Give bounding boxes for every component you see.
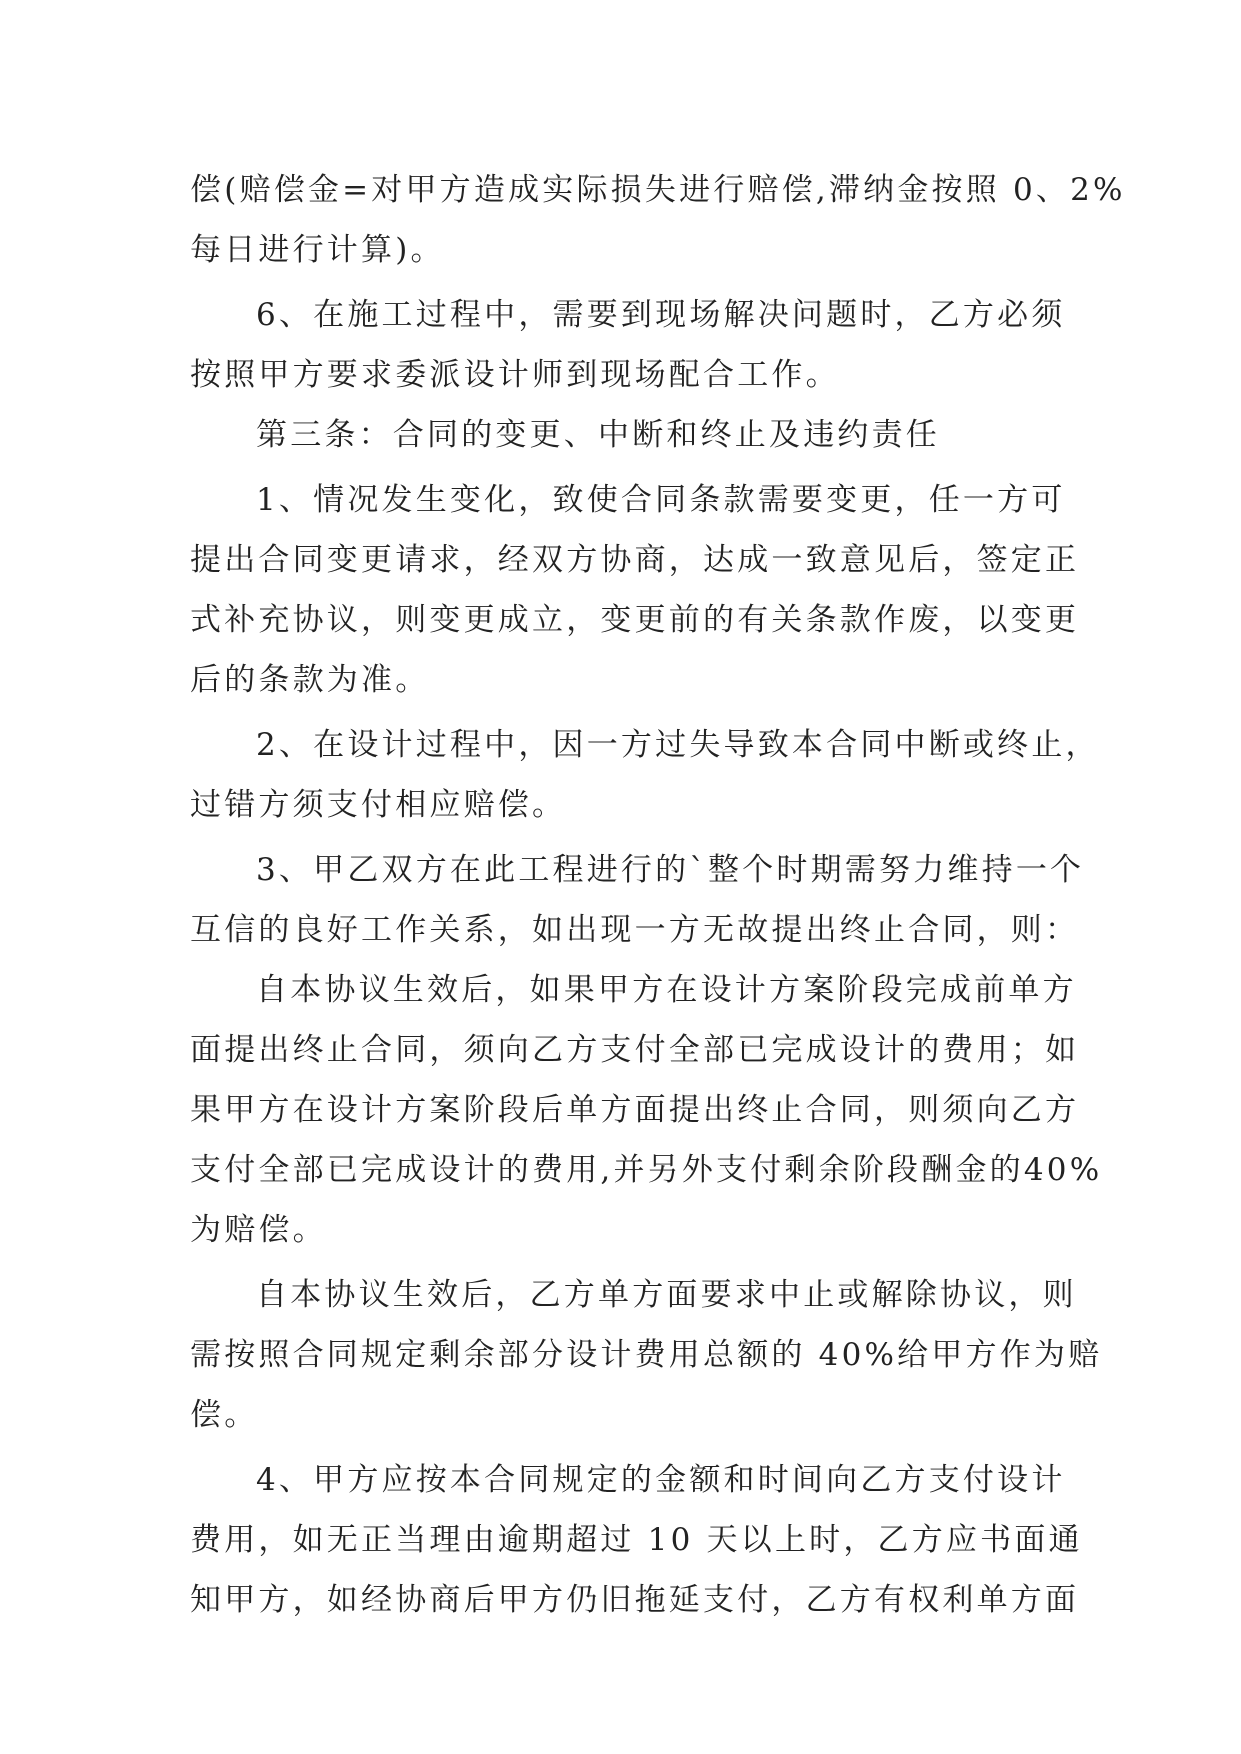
text-line: 面提出终止合同，须向乙方支付全部已完成设计的费用；如 (190, 1032, 1080, 1068)
text-line: 偿。 (190, 1397, 259, 1433)
text-line: 互信的良好工作关系，如出现一方无故提出终止合同，则： (190, 912, 1080, 948)
text-line: 过错方须支付相应赔偿。 (190, 787, 567, 823)
text-line: 需按照合同规定剩余部分设计费用总额的 40%给甲方作为赔 (190, 1337, 1103, 1373)
text-line: 式补充协议，则变更成立，变更前的有关条款作废，以变更 (190, 602, 1080, 638)
text-line: 提出合同变更请求，经双方协商，达成一致意见后，签定正 (190, 542, 1080, 578)
paragraph-start-line: 6、在施工过程中，需要到现场解决问题时，乙方必须 (256, 297, 1066, 333)
text-line: 偿(赔偿金=对甲方造成实际损失进行赔偿,滞纳金按照 0、2% (190, 172, 1126, 208)
paragraph-start-line: 1、情况发生变化，致使合同条款需要变更，任一方可 (256, 482, 1066, 518)
text-line: 知甲方，如经协商后甲方仍旧拖延支付，乙方有权利单方面 (190, 1582, 1080, 1618)
text-line: 果甲方在设计方案阶段后单方面提出终止合同，则须向乙方 (190, 1092, 1080, 1128)
text-line: 支付全部已完成设计的费用,并另外支付剩余阶段酬金的40% (190, 1152, 1103, 1188)
text-line: 按照甲方要求委派设计师到现场配合工作。 (190, 357, 840, 393)
text-line: 费用，如无正当理由逾期超过 10 天以上时，乙方应书面通 (190, 1522, 1083, 1558)
section-heading: 第三条：合同的变更、中断和终止及违约责任 (256, 417, 940, 453)
text-line: 为赔偿。 (190, 1212, 327, 1248)
text-line: 后的条款为准。 (190, 662, 430, 698)
paragraph-start-line: 3、甲乙双方在此工程进行的`整个时期需努力维持一个 (256, 852, 1085, 888)
paragraph-start-line: 2、在设计过程中，因一方过失导致本合同中断或终止， (256, 727, 1100, 763)
document-body (190, 160, 1126, 1630)
paragraph-start-line: 4、甲方应按本合同规定的金额和时间向乙方支付设计 (256, 1462, 1066, 1498)
text-line: 每日进行计算)。 (190, 232, 445, 268)
paragraph-start-line: 自本协议生效后，乙方单方面要求中止或解除协议，则 (256, 1277, 1077, 1313)
paragraph-start-line: 自本协议生效后，如果甲方在设计方案阶段完成前单方 (256, 972, 1077, 1008)
